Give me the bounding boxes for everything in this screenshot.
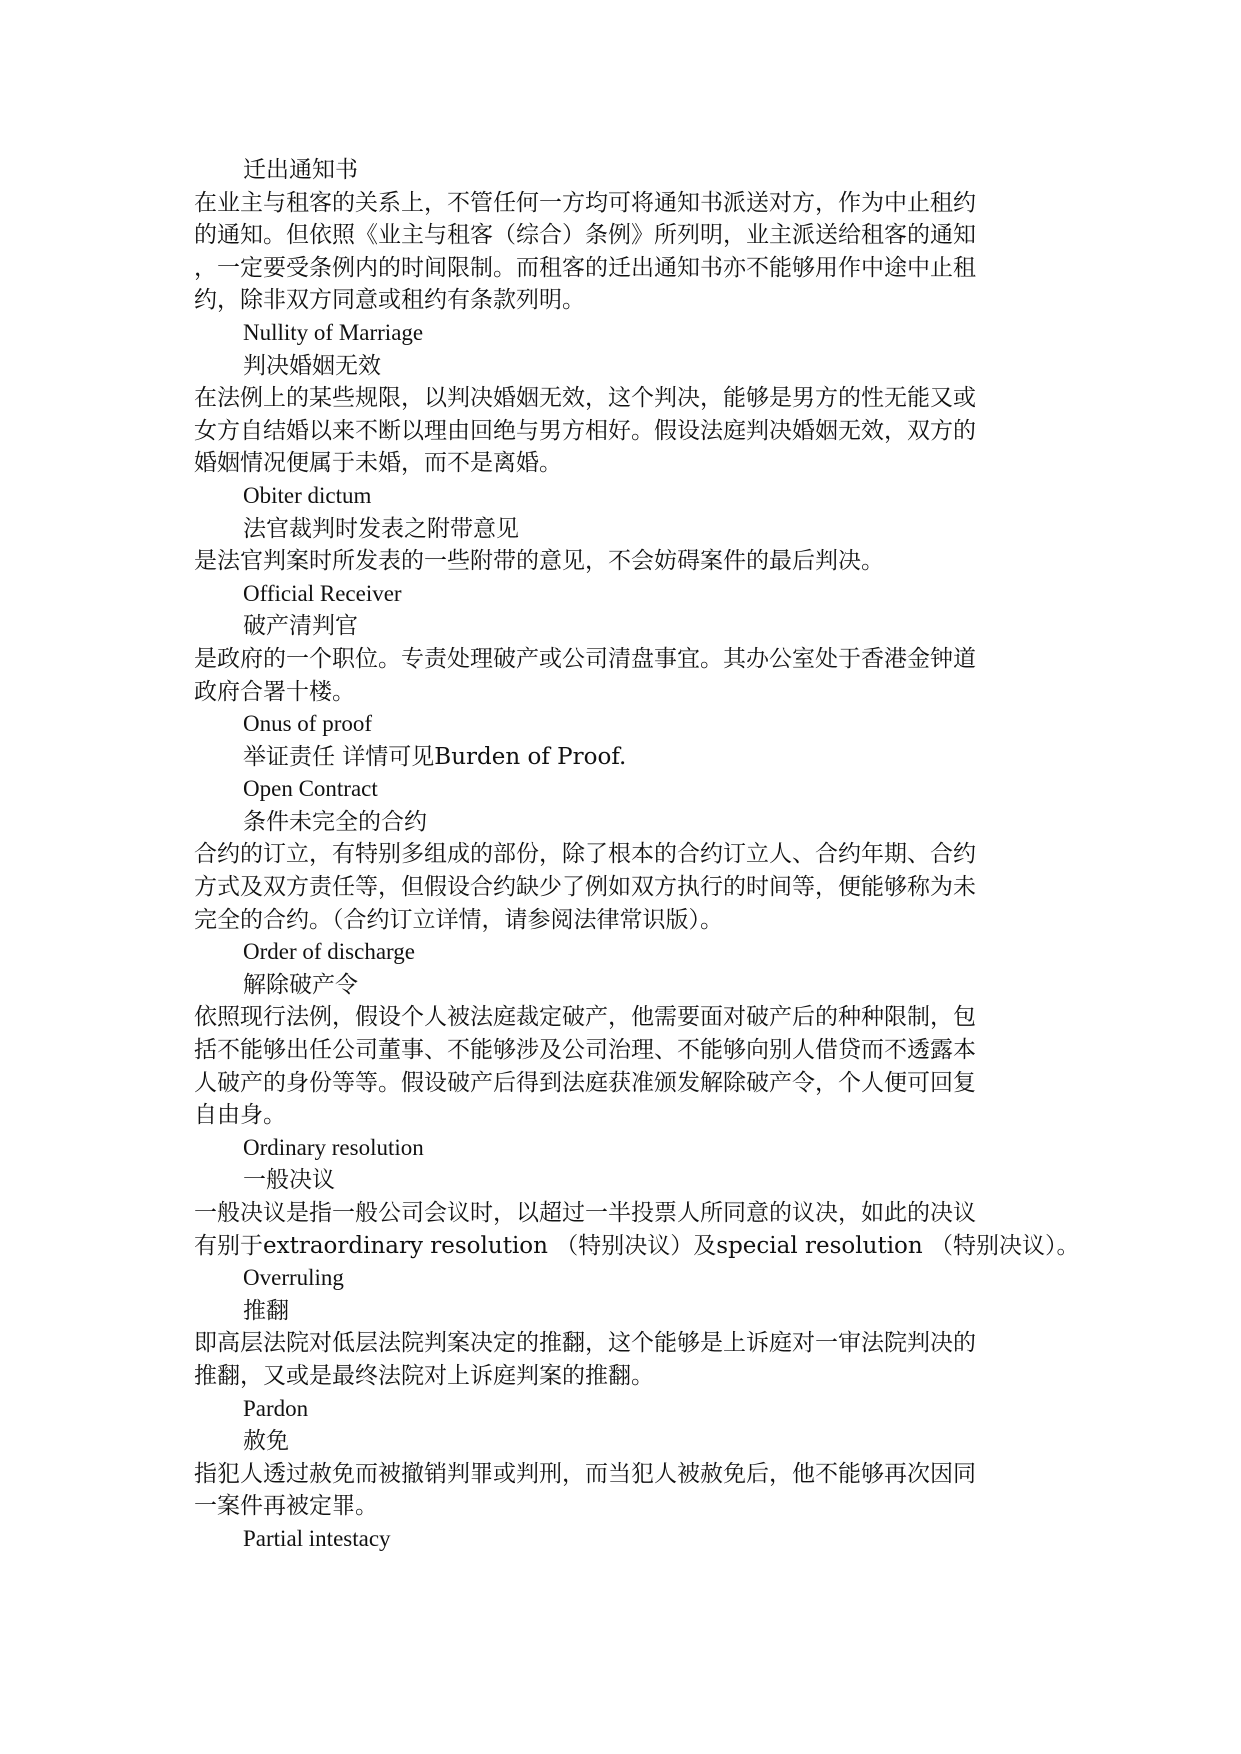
- term-chinese: 一般决议: [243, 1167, 335, 1194]
- glossary-entry: [194, 154, 1056, 317]
- definition-line: 人破产的身份等等。假设破产后得到法庭获准颁发解除破产令，个人便可回复: [194, 1069, 976, 1096]
- definition-line: 有别于extraordinary resolution （特别决议）及special resolution （特别决议）。: [194, 1232, 1080, 1259]
- glossary-entry: [194, 1393, 1056, 1523]
- term-chinese: 举证责任 详情可见Burden of Proof.: [243, 743, 627, 770]
- term-english: Nullity of Marriage: [243, 319, 424, 345]
- definition-line: 指犯人透过赦免而被撤销判罪或判刑，而当犯人被赦免后，他不能够再次因同: [194, 1460, 976, 1487]
- term-english: Obiter dictum: [243, 482, 372, 508]
- glossary-entry: [194, 480, 1056, 578]
- term-chinese: 推翻: [243, 1297, 289, 1324]
- definition-line: 依照现行法例，假设个人被法庭裁定破产，他需要面对破产后的种种限制，包: [194, 1004, 976, 1031]
- definition-line: 婚姻情况便属于未婚，而不是离婚。: [194, 450, 562, 477]
- glossary-entry: [194, 1523, 1056, 1556]
- term-english: Order of discharge: [243, 939, 416, 965]
- definition-line: 即高层法院对低层法院判案决定的推翻，这个能够是上诉庭对一审法院判决的: [194, 1330, 976, 1357]
- glossary-entry: [194, 578, 1056, 708]
- term-english: Open Contract: [243, 776, 378, 802]
- term-chinese: 条件未完全的合约: [243, 808, 427, 835]
- term-chinese: 判决婚姻无效: [243, 352, 381, 379]
- term-chinese: 法官裁判时发表之附带意见: [243, 515, 519, 542]
- definition-line: 自由身。: [194, 1102, 286, 1129]
- glossary-entry: [194, 708, 1056, 773]
- definition-line: 是政府的一个职位。专责处理破产或公司清盘事宜。其办公室处于香港金钟道: [194, 645, 976, 672]
- term-english: Partial intestacy: [243, 1525, 391, 1551]
- definition-line: 约，除非双方同意或租约有条款列明。: [194, 287, 585, 314]
- glossary-entry: [194, 773, 1056, 936]
- glossary-entry: [194, 936, 1056, 1132]
- definition-line: 的通知。但依照《业主与租客（综合）条例》所列明，业主派送给租客的通知: [194, 222, 976, 249]
- glossary-entry: [194, 317, 1056, 480]
- definition-line: ，一定要受条例内的时间限制。而租客的迁出通知书亦不能够用作中途中止租: [194, 254, 976, 281]
- term-chinese: 迁出通知书: [243, 157, 358, 183]
- definition-line: 一般决议是指一般公司会议时，以超过一半投票人所同意的议决，如此的决议: [194, 1200, 976, 1226]
- glossary-entry: [194, 1132, 1080, 1262]
- term-chinese: 解除破产令: [243, 971, 358, 998]
- term-english: Official Receiver: [243, 580, 402, 606]
- term-english: Pardon: [243, 1395, 309, 1421]
- glossary-content: [194, 154, 1080, 1556]
- term-chinese: 赦免: [243, 1428, 289, 1455]
- definition-line: 完全的合约。（合约订立详情，请参阅法律常识版）。: [194, 906, 723, 933]
- term-chinese: 破产清判官: [243, 613, 358, 640]
- glossary-entry: [194, 1262, 1056, 1392]
- definition-line: 政府合署十楼。: [194, 678, 355, 705]
- definition-line: 合约的订立，有特别多组成的部份，除了根本的合约订立人、合约年期、合约: [194, 841, 976, 868]
- definition-line: 在法例上的某些规限，以判决婚姻无效，这个判决，能够是男方的性无能又或: [194, 385, 976, 412]
- term-english: Overruling: [243, 1265, 344, 1291]
- definition-line: 一案件再被定罪。: [194, 1493, 378, 1520]
- definition-line: 女方自结婚以来不断以理由回绝与男方相好。假设法庭判决婚姻无效，双方的: [194, 417, 976, 444]
- definition-line: 在业主与租客的关系上，不管任何一方均可将通知书派送对方，作为中止租约: [194, 189, 976, 216]
- definition-line: 方式及双方责任等，但假设合约缺少了例如双方执行的时间等，便能够称为未: [194, 874, 976, 901]
- definition-line: 推翻，又或是最终法院对上诉庭判案的推翻。: [194, 1362, 654, 1389]
- definition-line: 括不能够出任公司董事、不能够涉及公司治理、不能够向别人借贷而不透露本: [194, 1037, 976, 1064]
- term-english: Onus of proof: [243, 711, 373, 737]
- term-english: Ordinary resolution: [243, 1134, 424, 1160]
- definition-line: 是法官判案时所发表的一些附带的意见，不会妨碍案件的最后判决。: [194, 548, 884, 575]
